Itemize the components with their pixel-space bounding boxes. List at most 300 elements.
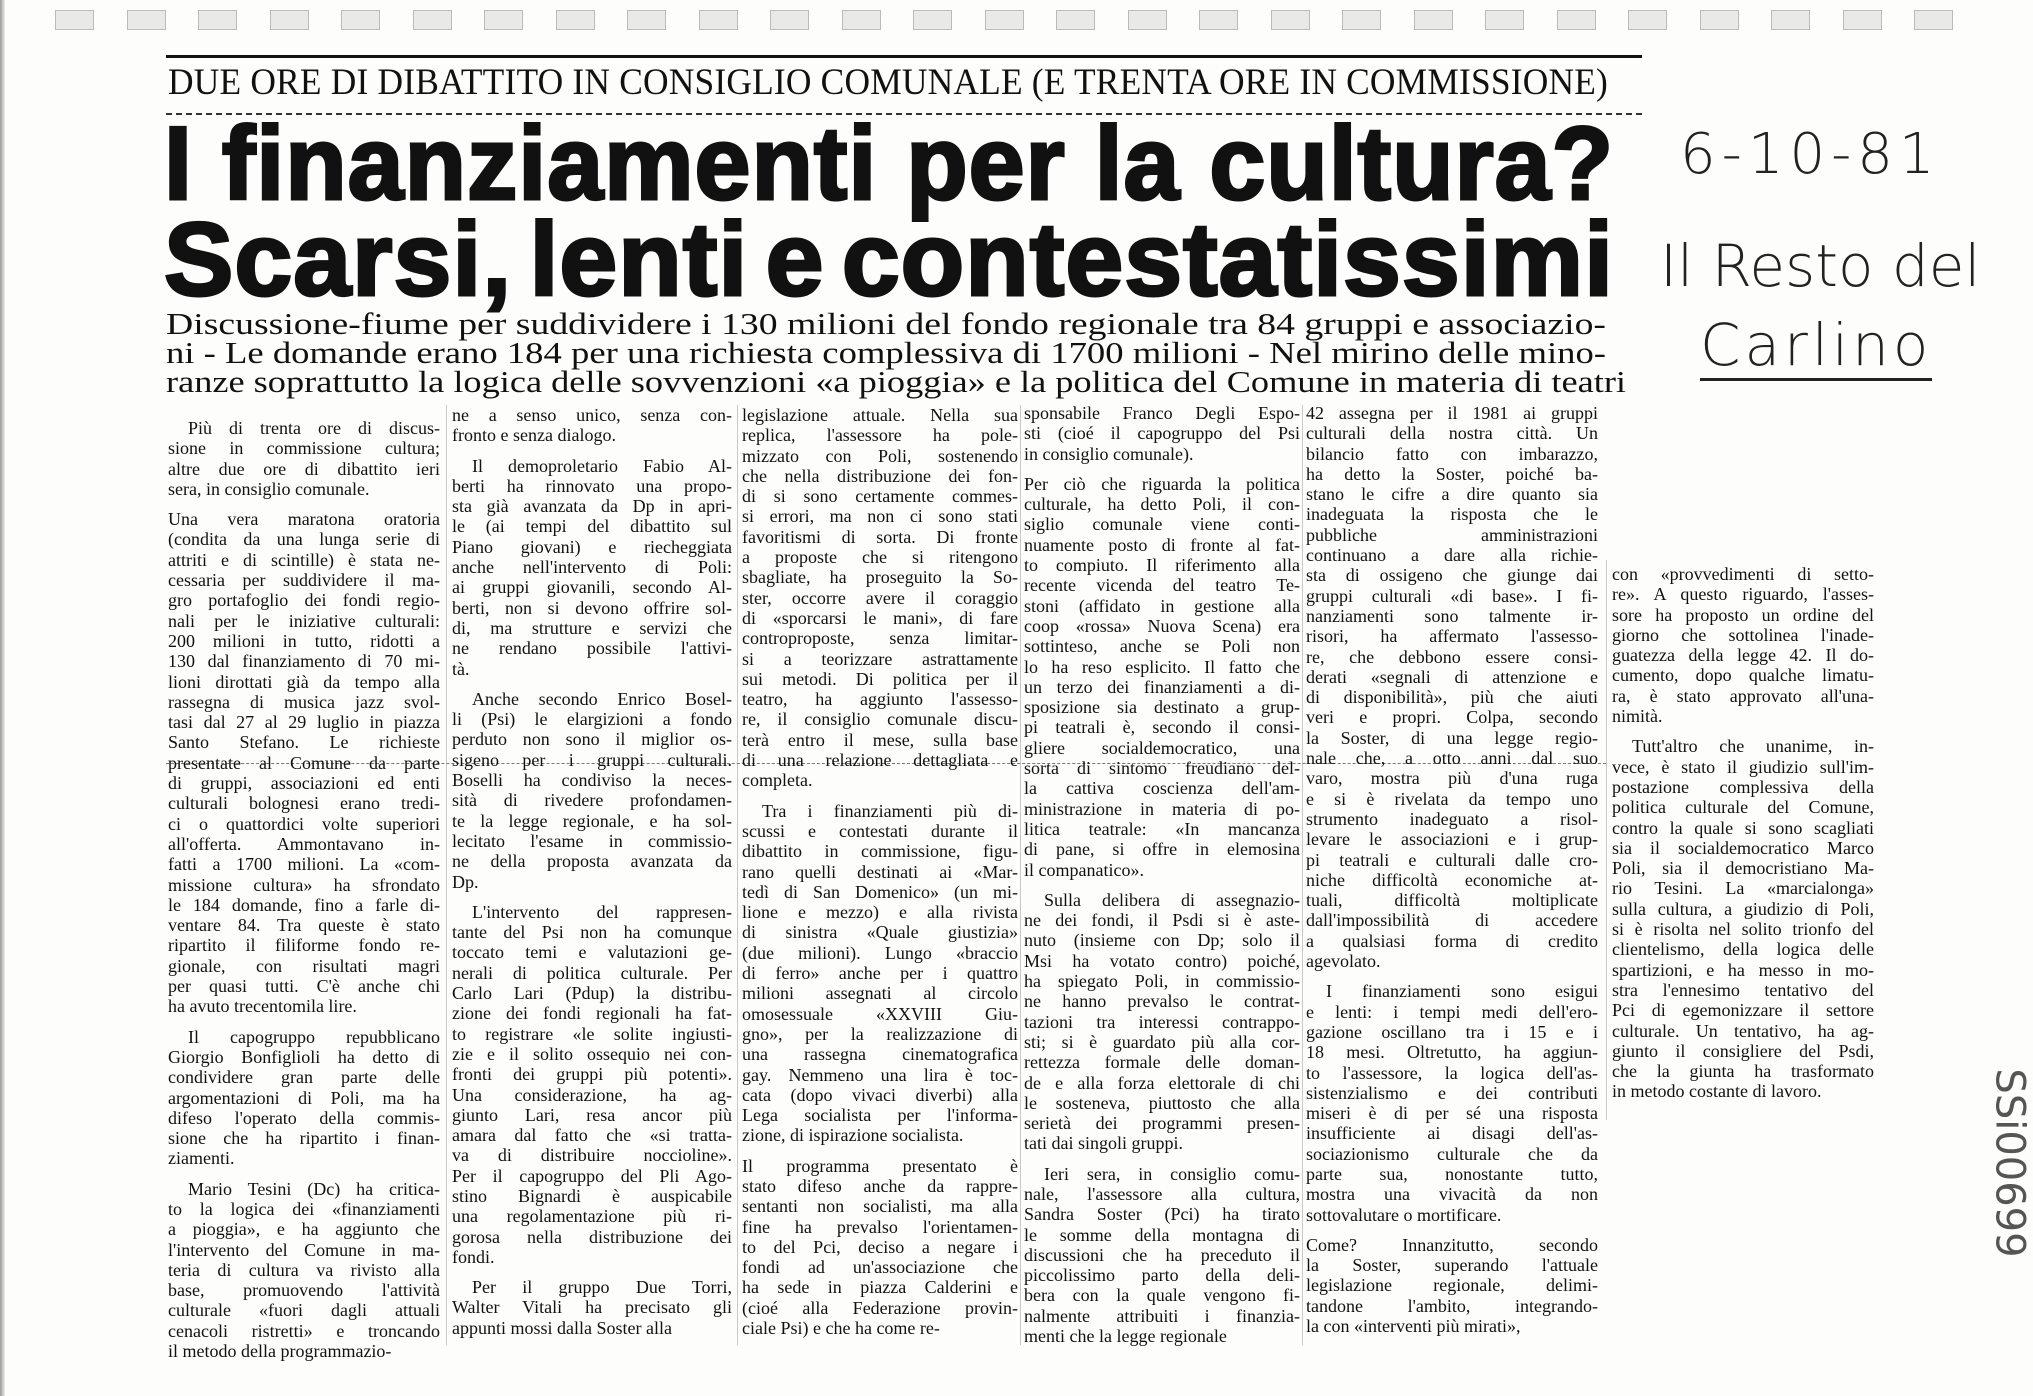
- text-line: lo ha reso esplicito. Il fatto che: [1024, 656, 1300, 677]
- text-line: Tutt'altro che unanime, in-: [1632, 736, 1874, 757]
- text-line: Più di trenta ore di discus-: [188, 418, 440, 438]
- text-line: Tra i finanziamenti più di-: [762, 800, 1018, 821]
- text-line: nale, l'assessore alla cultura,: [1024, 1183, 1300, 1204]
- text-line: postazione complessiva della: [1612, 776, 1874, 797]
- binder-mark: [1485, 10, 1524, 30]
- headline-word: e: [765, 202, 825, 318]
- text-line: con «provvedimenti di setto-: [1612, 564, 1874, 584]
- text-line: di sinistra «Quale giustizia»: [742, 922, 1018, 943]
- text-line: cenacoli ristretti» e troncando: [168, 1320, 440, 1341]
- text-line: milioni assegnati al circolo: [742, 983, 1018, 1004]
- text-line: politica culturale del Comune,: [1612, 797, 1874, 818]
- text-line: culturale «fuori dagli attuali: [168, 1300, 440, 1321]
- text-line: ventare 84. Tra queste è stato: [168, 915, 440, 936]
- kicker-text: DUE ORE DI DIBATTITO IN CONSIGLIO COMUNALE (E TRENTA ORE IN COMMISSIONE): [168, 62, 1608, 103]
- text-line: ha detto la Soster, poiché ba-: [1306, 463, 1598, 484]
- text-line: controproposte, senza limitar-: [742, 628, 1018, 649]
- text-line: ra, è stato approvato all'una-: [1612, 685, 1874, 706]
- text-line: te la legge regionale, e ha sol-: [452, 810, 732, 831]
- text-line: Boselli ha condiviso la neces-: [452, 770, 732, 791]
- text-line: argomentazioni di Poli, ma ha: [168, 1087, 440, 1108]
- binder-mark: [1414, 10, 1453, 30]
- text-line: berti, non si devono offrire sol-: [452, 597, 732, 618]
- text-line: cessaria per suddividere il ma-: [168, 570, 440, 591]
- text-line: teatro, ha aggiunto l'assesso-: [742, 689, 1018, 710]
- text-line: gno», per la realizzazione di: [742, 1023, 1018, 1044]
- binder-mark: [1056, 10, 1095, 30]
- text-line: contro la quale si sono scagliati: [1612, 817, 1874, 838]
- column-divider: [737, 405, 738, 1345]
- text-line: Ieri sera, in consiglio comu-: [1044, 1163, 1300, 1184]
- scan-edge: [0, 0, 5, 1396]
- text-line: cata (dopo vivaci diverbi) alla: [742, 1084, 1018, 1105]
- headline-word: Scarsi,: [164, 202, 513, 318]
- text-line: fronti dei gruppi più potenti».: [452, 1064, 732, 1085]
- text-line: sottovalutare o mortificare.: [1306, 1204, 1502, 1225]
- text-line: completa.: [742, 770, 813, 791]
- text-line: altre due ore di dibattito ieri: [168, 458, 440, 479]
- subhead-line: ranze soprattutto la logica delle sovvenzioni «a pioggia» e la politica del Comune in materia di teatri: [166, 364, 1626, 399]
- binder-mark: [985, 10, 1024, 30]
- text-line: (due milioni). Lungo «braccio: [742, 942, 1018, 963]
- text-line: discussioni che ha preceduto il: [1024, 1244, 1300, 1265]
- paragraph: [1024, 890, 1300, 1154]
- headline-word: contestatissimi: [841, 202, 1614, 318]
- text-line: l'intervento del Comune in ma-: [168, 1239, 440, 1260]
- binder-mark: [1128, 10, 1167, 30]
- text-line: guatezza della legge 42. Il do-: [1612, 645, 1874, 666]
- text-line: sulla cultura, a giudizio di Poli,: [1612, 898, 1874, 919]
- binder-mark: [341, 10, 380, 30]
- text-line: Per il capogruppo del Pli Ago-: [452, 1165, 732, 1186]
- text-line: culturali della nostra città. Un: [1306, 423, 1598, 444]
- text-line: niche difficoltà economiche at-: [1306, 869, 1598, 890]
- text-line: replica, l'assessore ha pole-: [742, 425, 1018, 446]
- text-line: re, il consiglio comunale discu-: [742, 709, 1018, 730]
- text-line: e si è rivelata da tempo uno: [1306, 788, 1598, 809]
- paragraph: [1306, 981, 1598, 1225]
- text-line: le 184 domande, fino a farle di-: [168, 894, 440, 915]
- text-line: nanziamenti sono talmente ir-: [1306, 605, 1598, 626]
- binder-mark: [1557, 10, 1596, 30]
- text-line: Anche secondo Enrico Bosel-: [472, 688, 732, 709]
- text-line: tati dai singoli gruppi.: [1024, 1133, 1183, 1154]
- binder-mark: [1771, 10, 1810, 30]
- binder-mark: [1628, 10, 1667, 30]
- handwritten-newspaper-name-2: Carlino: [1700, 311, 1933, 379]
- text-line: Sandra Soster (Pci) ha tirato: [1024, 1204, 1300, 1225]
- text-line: amara dal fatto che «si tratta-: [452, 1125, 732, 1146]
- text-line: giorno che sottolinea l'inade-: [1612, 624, 1874, 645]
- text-line: nalmente attribuiti i finanzia-: [1024, 1305, 1300, 1326]
- text-line: strumento inadeguato a risol-: [1306, 808, 1598, 829]
- binder-mark: [627, 10, 666, 30]
- text-line: tuali, difficoltà moltiplicate: [1306, 890, 1598, 911]
- text-line: pi teatrali è, secondo il consi-: [1024, 717, 1300, 738]
- text-line: tà.: [452, 658, 470, 679]
- text-line: una rassegna cinematografica: [742, 1044, 1018, 1065]
- binder-mark: [1342, 10, 1381, 30]
- column-divider: [1302, 405, 1303, 1345]
- text-line: to del Pci, deciso a negare i: [742, 1236, 1018, 1257]
- text-line: stato difeso anche da rappre-: [742, 1175, 1018, 1196]
- text-line: Mario Tesini (Dc) ha critica-: [188, 1178, 440, 1199]
- handwritten-newspaper-name: Il Resto del: [1660, 232, 1981, 300]
- text-line: ministrazione in materia di po-: [1024, 798, 1300, 819]
- headline-line-2: [164, 202, 1614, 318]
- text-line: fondi.: [452, 1246, 495, 1267]
- text-line: levare le associazioni e i grup-: [1306, 829, 1598, 850]
- text-line: nuto (insieme con Dp; solo il: [1024, 930, 1300, 951]
- text-line: Giorgio Bonfiglioli ha detto di: [168, 1046, 440, 1067]
- text-line: tazioni tra interessi contrappo-: [1024, 1011, 1300, 1032]
- text-line: sbagliate, ha proseguito la So-: [742, 567, 1018, 588]
- subhead-line: ni - Le domande erano 184 per una richiesta complessiva di 1700 milioni - Nel mirino delle mino-: [166, 335, 1606, 370]
- text-line: culturale. Un tentativo, ha ag-: [1612, 1020, 1874, 1041]
- text-line: tante del Psi non ha comunque: [452, 922, 732, 943]
- article-column: [1024, 403, 1300, 1356]
- paragraph: [452, 902, 732, 1267]
- headline-word: lenti: [529, 202, 749, 318]
- text-line: inadeguata la risposta che le: [1306, 504, 1598, 525]
- text-line: sottinteso, anche se Poli non: [1024, 636, 1300, 657]
- text-line: rassegna di musica jazz svol-: [168, 691, 440, 712]
- text-line: sti (cioé il capogruppo del Psi: [1024, 423, 1300, 444]
- text-line: perduto non sono il miglior os-: [452, 729, 732, 750]
- paragraph: [742, 801, 1018, 1146]
- text-line: lioni dirottati già da tempo alla: [168, 671, 440, 692]
- paragraph: [168, 1179, 440, 1362]
- binder-mark: [270, 10, 309, 30]
- text-line: Come? Innanzitutto, secondo: [1306, 1234, 1598, 1255]
- text-line: gruppi culturali «di base». I fi-: [1306, 585, 1598, 606]
- text-line: (cioé alla Federazione provin-: [742, 1297, 1018, 1318]
- text-line: la cattiva coscienza dell'am-: [1024, 778, 1300, 799]
- text-line: gliere socialdemocratico, una: [1024, 737, 1300, 758]
- text-line: missione cultura» ha sfrondato: [168, 874, 440, 895]
- text-line: giunto Lari, resa ancor più: [452, 1104, 732, 1125]
- text-line: stra l'ennesimo tentativo del: [1612, 979, 1874, 1000]
- paragraph: [452, 1277, 732, 1338]
- paragraph: [1024, 1164, 1300, 1347]
- text-line: coop «rossa» Nuova Scena) era: [1024, 615, 1300, 636]
- text-line: (condita da una lunga serie di: [168, 529, 440, 550]
- text-line: sore ha proposto un ordine del: [1612, 604, 1874, 625]
- binder-mark: [198, 10, 237, 30]
- text-line: ha sede in piazza Calderini e: [742, 1277, 1018, 1298]
- binder-mark: [556, 10, 595, 30]
- text-line: to la logica dei «finanziamenti: [168, 1198, 440, 1219]
- text-line: cumento, dopo qualche limatu-: [1612, 665, 1874, 686]
- text-line: gionale, con risultati magri: [168, 955, 440, 976]
- text-line: sui metodi. Di politica per il: [742, 668, 1018, 689]
- column-divider: [1606, 560, 1607, 1120]
- paragraph: [168, 509, 440, 1016]
- text-line: veri e propri. Colpa, secondo: [1306, 707, 1598, 728]
- text-line: lecitato l'esame in commissio-: [452, 830, 732, 851]
- column-divider: [1020, 405, 1021, 1345]
- text-line: di una relazione dettagliata e: [742, 750, 1018, 771]
- text-line: sione in commissione cultura;: [168, 438, 440, 459]
- text-line: stoni (affidato in gestione alla: [1024, 595, 1300, 616]
- text-line: omosessuale «XXVIII Giu-: [742, 1003, 1018, 1024]
- paragraph: [1306, 1235, 1598, 1336]
- article-column: [168, 418, 440, 1371]
- top-rule: [166, 55, 1642, 58]
- text-line: sponsabile Franco Degli Espo-: [1024, 403, 1300, 423]
- text-line: gay. Nemmeno una lira è toc-: [742, 1064, 1018, 1085]
- text-line: lione e mezzo) e alla rivista: [742, 902, 1018, 923]
- text-line: litica teatrale: «In mancanza: [1024, 818, 1300, 839]
- subhead-line: Discussione-fiume per suddividere i 130 milioni del fondo regionale tra 84 gruppi e associazio-: [166, 306, 1606, 341]
- text-line: a qualsiasi forma di credito: [1306, 930, 1598, 951]
- text-line: di, ma strutture e servizi che: [452, 617, 732, 638]
- text-line: un terzo dei finanziamenti a di-: [1024, 676, 1300, 697]
- text-line: Una vera maratona oratoria: [168, 509, 440, 530]
- text-line: la Soster, superando l'attuale: [1306, 1255, 1598, 1276]
- text-line: le somme della montagna di: [1024, 1224, 1300, 1245]
- text-line: 42 assegna per il 1981 ai gruppi: [1306, 403, 1598, 423]
- text-line: nuamente posto di fronte al fat-: [1024, 534, 1300, 555]
- text-line: nimità.: [1612, 706, 1663, 727]
- text-line: Il demoproletario Fabio Al-: [472, 455, 732, 476]
- text-line: di disponibilità», più che aiuti: [1306, 687, 1598, 708]
- text-line: che nella distribuzione dei fon-: [742, 465, 1018, 486]
- text-line: gorosa nella distribuzione dei: [452, 1226, 732, 1247]
- text-line: ne dei fondi, il Psdi si è aste-: [1024, 910, 1300, 931]
- text-line: de e alla forza elettorale di chi: [1024, 1072, 1300, 1093]
- text-line: bilancio fatto con imbarazzo,: [1306, 443, 1598, 464]
- text-line: 130 dal finanziamento di 70 mi-: [168, 651, 440, 672]
- text-line: nerali di politica culturale. Per: [452, 962, 732, 983]
- binder-mark: [1199, 10, 1238, 30]
- binder-mark: [913, 10, 952, 30]
- text-line: sentanti non socialisti, ma alla: [742, 1196, 1018, 1217]
- text-line: miseri è di per sé una risposta: [1306, 1103, 1598, 1124]
- text-line: ne hanno prevalso le contrat-: [1024, 991, 1300, 1012]
- text-line: varo, mostra più d'una ruga: [1306, 768, 1598, 789]
- binder-mark: [1700, 10, 1739, 30]
- text-line: sti; si è guardato più alla cor-: [1024, 1031, 1300, 1052]
- text-line: sera, in consiglio comunale.: [168, 478, 370, 499]
- text-line: bera con la quale vengono fi-: [1024, 1285, 1300, 1306]
- binder-mark: [413, 10, 452, 30]
- text-line: stino Bignardi è auspicabile: [452, 1185, 732, 1206]
- text-line: Poli, sia il democristiano Ma-: [1612, 858, 1874, 879]
- article-column: [1612, 564, 1874, 1112]
- text-line: il companatico».: [1024, 859, 1144, 880]
- text-line: sità di rivedere profondamen-: [452, 790, 732, 811]
- subhead: [166, 306, 1626, 399]
- text-line: L'intervento del rappresen-: [472, 901, 732, 922]
- paragraph: [168, 1027, 440, 1169]
- text-line: nali per le iniziative culturali:: [168, 610, 440, 631]
- text-line: gro portafoglio dei fondi regio-: [168, 590, 440, 611]
- paragraph: [1612, 564, 1874, 726]
- text-line: to registrare «le solite ingiusti-: [452, 1023, 732, 1044]
- text-line: piccolissimo parto della deli-: [1024, 1265, 1300, 1286]
- text-line: Carlo Lari (Pdup) la distribu-: [452, 983, 732, 1004]
- paragraph: [452, 689, 732, 892]
- text-line: appunti mossi dalla Soster alla: [452, 1317, 672, 1338]
- text-line: ne della proposta avanzata da: [452, 851, 732, 872]
- text-line: pubbliche amministrazioni: [1306, 524, 1598, 545]
- text-line: ai gruppi giovanili, secondo Al-: [452, 577, 732, 598]
- binder-mark: [55, 10, 94, 30]
- text-line: ziamenti.: [168, 1148, 235, 1169]
- text-line: zione dei fondi regionali ha fat-: [452, 1003, 732, 1024]
- text-line: sorta di sintomo freudiano del-: [1024, 758, 1300, 779]
- text-line: sione che ha ripartito i finan-: [168, 1128, 440, 1149]
- text-line: spartizioni, e ha messo in mo-: [1612, 959, 1874, 980]
- text-line: toccato temi e valutazioni ge-: [452, 942, 732, 963]
- text-line: Sulla delibera di assegnazio-: [1044, 889, 1300, 910]
- text-line: zione, di ispirazione socialista.: [742, 1125, 964, 1146]
- text-line: berti ha rinnovato una propo-: [452, 475, 732, 496]
- text-line: scussi e contestati durante il: [742, 820, 1018, 841]
- text-line: ne rendano possibile l'attivi-: [452, 638, 732, 659]
- text-line: pi teatrali e culturali dalle cro-: [1306, 849, 1598, 870]
- text-line: gazione oscillano tra i 15 e i: [1306, 1021, 1598, 1042]
- text-line: risori, ha affermato l'assesso-: [1306, 626, 1598, 647]
- text-line: a pioggia», e ha aggiunto che: [168, 1219, 440, 1240]
- text-line: ci o quattordici volte superiori: [168, 813, 440, 834]
- column-divider: [446, 405, 447, 1345]
- binder-mark: [1843, 10, 1882, 30]
- text-line: condividere gran parte delle: [168, 1067, 440, 1088]
- text-line: legislazione attuale. Nella sua: [742, 405, 1018, 425]
- text-line: tasi dal 27 al 29 luglio in piazza: [168, 712, 440, 733]
- text-line: ne a senso unico, senza con-: [452, 405, 732, 425]
- text-line: Dp.: [452, 871, 479, 892]
- text-line: mizzato con Poli, sostenendo: [742, 445, 1018, 466]
- text-line: di ferro» anche per i quattro: [742, 963, 1018, 984]
- text-line: in metodo costante di lavoro.: [1612, 1081, 1822, 1102]
- text-line: Pci di egemonizzare il settore: [1612, 1000, 1874, 1021]
- text-line: li (Psi) le elargizioni a fondo: [452, 709, 732, 730]
- text-line: teria di cultura va rivisto alla: [168, 1259, 440, 1280]
- text-line: Il capogruppo repubblicano: [188, 1026, 440, 1047]
- text-line: per quasi tutti. C'è anche chi: [168, 976, 440, 997]
- text-line: all'offerta. Ammontavano in-: [168, 833, 440, 854]
- paragraph: [168, 418, 440, 499]
- text-line: di «sporcarsi le mani», di fare: [742, 607, 1018, 628]
- text-line: favoritismi di sorta. Di fronte: [742, 526, 1018, 547]
- text-line: di pane, si offre in elemosina: [1024, 839, 1300, 860]
- text-line: sta di ossigeno che giunge dai: [1306, 565, 1598, 586]
- text-line: fronto e senza dialogo.: [452, 425, 616, 446]
- article-column: [452, 405, 732, 1348]
- kicker: [168, 62, 1608, 104]
- text-line: legislazione regionale, delimi-: [1306, 1275, 1598, 1296]
- text-line: si a teorizzare astrattamente: [742, 648, 1018, 669]
- text-line: ha spiegato Poli, in commissio-: [1024, 971, 1300, 992]
- text-line: e lenti: i tempi medi dell'ero-: [1306, 1001, 1598, 1022]
- text-line: stano le cifre a dire quanto sia: [1306, 484, 1598, 505]
- text-line: tedì di San Domenico» (un mi-: [742, 881, 1018, 902]
- text-line: to compiuto. Il riferimento alla: [1024, 555, 1300, 576]
- text-line: Per ciò che riguarda la politica: [1024, 473, 1300, 494]
- text-line: ripartito il filiforme fondo re-: [168, 935, 440, 956]
- text-line: nale che, a otto anni dal suo: [1306, 748, 1598, 769]
- text-line: Una considerazione, ha ag-: [452, 1084, 732, 1105]
- text-line: rio Tesini. La «marcialonga»: [1612, 878, 1874, 899]
- text-line: difeso l'operato della commis-: [168, 1107, 440, 1128]
- text-line: sociazionismo culturale che da: [1306, 1143, 1598, 1164]
- text-line: Walter Vitali ha precisato gli: [452, 1297, 732, 1318]
- binder-mark: [842, 10, 881, 30]
- text-line: terà entro il mese, sulla base: [742, 729, 1018, 750]
- article-column: [1306, 403, 1598, 1346]
- text-line: siglio comunale viene conti-: [1024, 514, 1300, 535]
- text-line: in consiglio comunale).: [1024, 443, 1194, 464]
- text-line: dibattito in commissione, figu-: [742, 841, 1018, 862]
- text-line: rettezza formale delle doman-: [1024, 1052, 1300, 1073]
- text-line: di gruppi, associazioni ed enti: [168, 773, 440, 794]
- text-line: vece, è stato il giudizio sull'im-: [1612, 756, 1874, 777]
- text-line: rano quelli destinati ai «Mar-: [742, 861, 1018, 882]
- text-line: tandone l'ambito, integrando-: [1306, 1295, 1598, 1316]
- text-line: che la giunta ha trasformato: [1612, 1061, 1874, 1082]
- text-line: fine ha prevalso l'orientamen-: [742, 1216, 1018, 1237]
- paragraph: [1612, 736, 1874, 1101]
- handwritten-date: 6-10-81: [1680, 122, 1941, 187]
- headline-line-1: [164, 106, 1614, 222]
- text-line: culturale, ha detto Poli, il con-: [1024, 494, 1300, 515]
- text-line: attriti e di scintille) è stata ne-: [168, 549, 440, 570]
- text-line: sta già avanzata da Dp in apri-: [452, 496, 732, 517]
- text-line: giunto il consigliere del Psdi,: [1612, 1040, 1874, 1061]
- text-line: si errori, ma non ci sono stati: [742, 506, 1018, 527]
- text-line: Msi ha votato contro) poiché,: [1024, 950, 1300, 971]
- binder-mark: [770, 10, 809, 30]
- text-line: sposizione sia destinato a grup-: [1024, 697, 1300, 718]
- paragraph: [1024, 474, 1300, 880]
- text-line: Piano giovani) e riecheggiata: [452, 536, 732, 557]
- text-line: una regolamentazione più ri-: [452, 1206, 732, 1227]
- text-line: menti che la legge regionale: [1024, 1326, 1227, 1347]
- text-line: fatti a 1700 milioni. La «com-: [168, 854, 440, 875]
- text-line: agevolato.: [1306, 951, 1381, 972]
- text-line: Lega socialista per l'informa-: [742, 1105, 1018, 1126]
- paragraph: [742, 1156, 1018, 1339]
- text-line: Il programma presentato è: [742, 1155, 1018, 1176]
- text-line: la con «interventi più mirati»,: [1306, 1316, 1521, 1337]
- text-line: ha avuto trecentomila lire.: [168, 996, 357, 1017]
- text-line: le sosteneva, piuttosto che alla: [1024, 1092, 1300, 1113]
- binder-mark: [1271, 10, 1310, 30]
- text-line: insufficiente ai disagi dell'as-: [1306, 1123, 1598, 1144]
- paragraph: [742, 405, 1018, 791]
- text-line: mostra una vivacità da non: [1306, 1184, 1598, 1205]
- text-line: ciale Psi) e che ha come re-: [742, 1318, 940, 1339]
- text-line: di si sono certamente commes-: [742, 486, 1018, 507]
- text-line: serietà dei programmi presen-: [1024, 1113, 1300, 1134]
- text-line: 200 milioni in tutto, ridotti a: [168, 630, 440, 651]
- binder-mark: [1914, 10, 1953, 30]
- binder-mark: [127, 10, 166, 30]
- binder-mark: [699, 10, 738, 30]
- text-line: Per il gruppo Due Torri,: [472, 1277, 732, 1298]
- text-line: sia il socialdemocratico Marco: [1612, 837, 1874, 858]
- paragraph: [1024, 403, 1300, 464]
- text-line: va di distribuire noccioline».: [452, 1145, 732, 1166]
- paragraph: [452, 456, 732, 679]
- text-line: continuano a dare alla richie-: [1306, 545, 1598, 566]
- text-line: base, promuovendo l'attività: [168, 1280, 440, 1301]
- text-line: a proposte che si ritengono: [742, 547, 1018, 568]
- text-line: re». A questo riguardo, l'asses-: [1612, 584, 1874, 605]
